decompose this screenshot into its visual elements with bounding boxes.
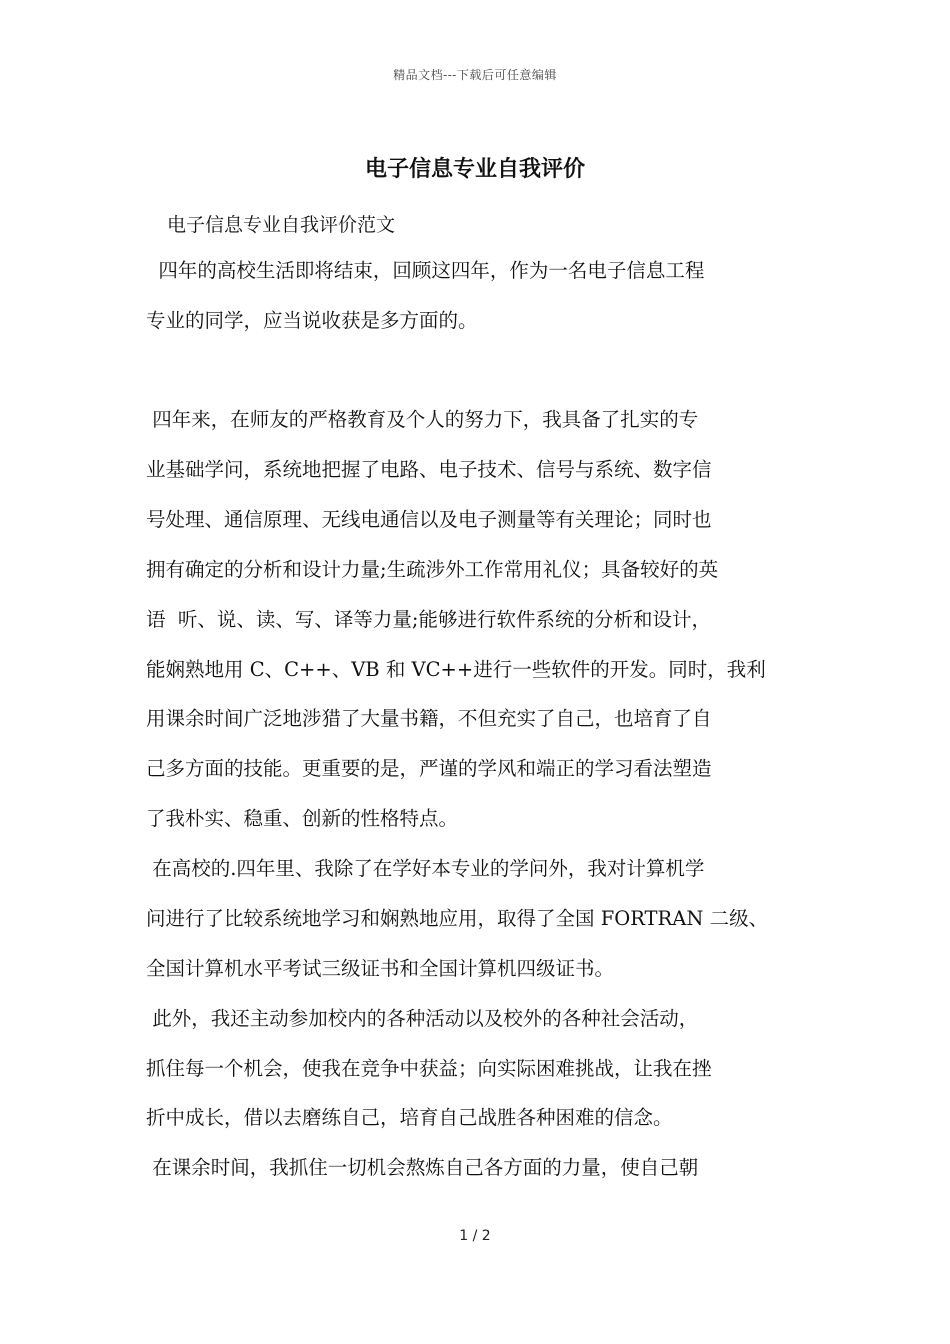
page-number: 1 / 2 (459, 1228, 491, 1244)
body-line: 用课余时间广泛地涉猎了大量书籍，不但充实了自己，也培育了自 (146, 707, 712, 730)
page-header: 精品文档---下载后可任意编辑 (393, 68, 557, 82)
body-line: 号处理、通信原理、无线电通信以及电子测量等有关理论；同时也 (146, 508, 712, 531)
document-subtitle: 电子信息专业自我评价范文 (167, 214, 396, 236)
body-line: 能娴熟地用 C、C++、VB 和 VC++进行一些软件的开发。同时，我利 (146, 658, 766, 681)
body-line: 问进行了比较系统地学习和娴熟地应用，取得了全国 FORTRAN 二级、 (146, 907, 769, 930)
body-line: 四年来，在师友的严格教育及个人的努力下，我具备了扎实的专 (146, 408, 699, 431)
body-line: 全国计算机水平考试三级证书和全国计算机四级证书。 (146, 957, 615, 980)
body-line: 抓住每一个机会，使我在竞争中获益；向实际困难挑战，让我在挫 (146, 1057, 712, 1080)
body-line: 在课余时间，我抓住一切机会熬炼自己各方面的力量，使自己朝 (146, 1156, 699, 1179)
body-line: 此外，我还主动参加校内的各种活动以及校外的各种社会活动， (146, 1007, 699, 1030)
body-line: 在高校的.四年里、我除了在学好本专业的学问外，我对计算机学 (146, 857, 705, 880)
body-line: 己多方面的技能。更重要的是，严谨的学风和端正的学习看法塑造 (146, 757, 712, 780)
body-line: 了我朴实、稳重、创新的性格特点。 (146, 807, 459, 830)
body-line: 业基础学问，系统地把握了电路、电子技术、信号与系统、数字信 (146, 458, 712, 481)
body-line: 专业的同学，应当说收获是多方面的。 (146, 309, 478, 332)
body-line: 拥有确定的分析和设计力量;生疏涉外工作常用礼仪；具备较好的英 (146, 558, 719, 581)
document-title: 电子信息专业自我评价 (364, 156, 585, 182)
body-line: 折中成长，借以去磨练自己，培育自己战胜各种困难的信念。 (146, 1106, 673, 1129)
body-line: 语 听、说、读、写、译等力量;能够进行软件系统的分析和设计， (146, 608, 711, 631)
body-line: 四年的高校生活即将结束，回顾这四年，作为一名电子信息工程 (146, 259, 705, 282)
